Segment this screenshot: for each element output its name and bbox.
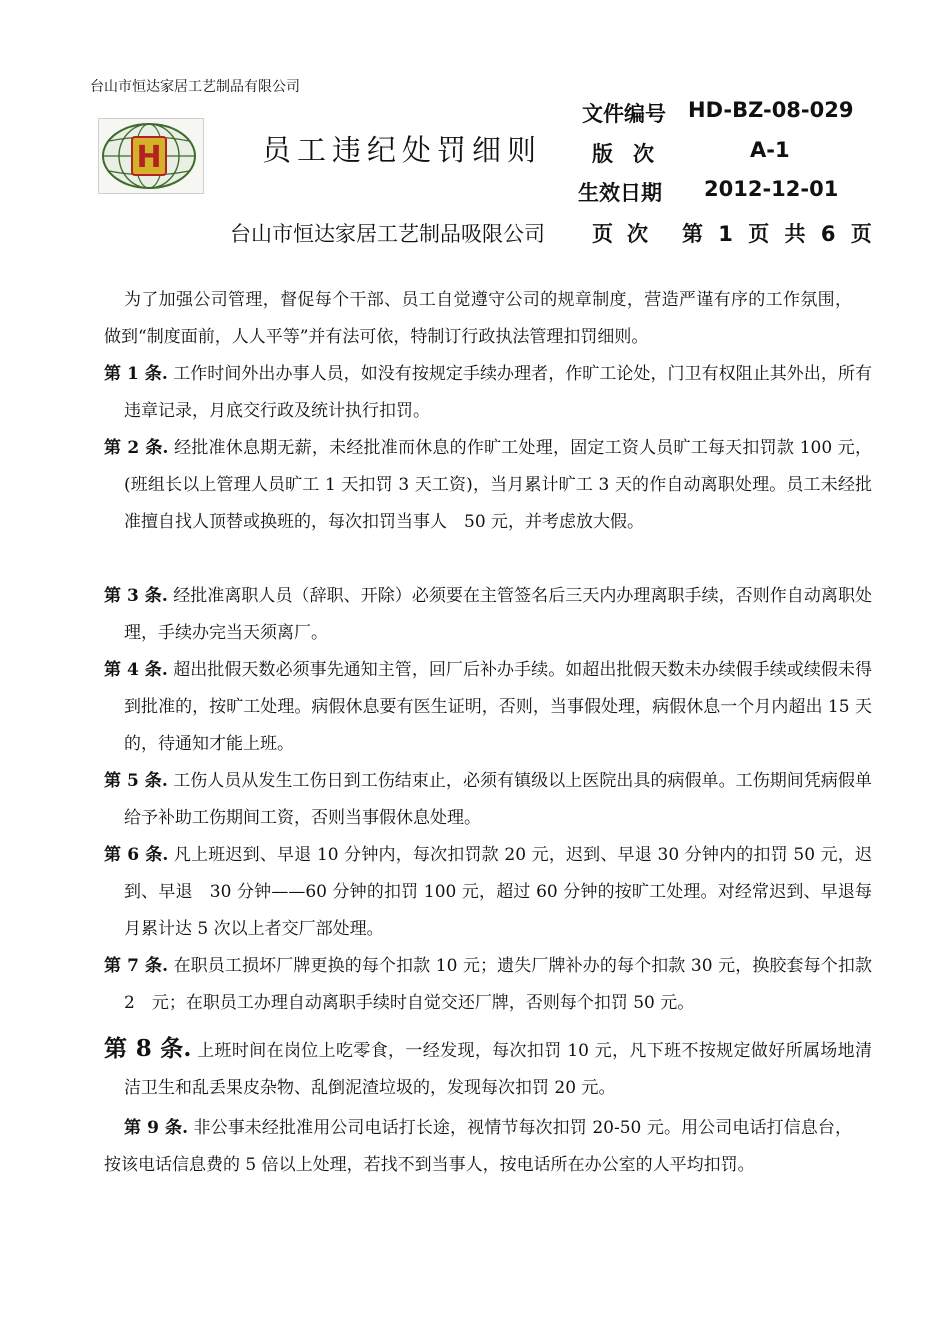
- article-text: 经批准休息期无薪，未经批准而休息的作旷工处理，固定工资人员旷工每天扣罚款 100 元，(班组长以上管理人员旷工 1 天扣罚 3 天工资)，当月累计旷工 3 天的作自动离职处理。员工未经批准擅自找人顶替或换班的，每次扣罚当事人 50 元，并考虑放大假。: [124, 438, 872, 532]
- article-2: [104, 430, 872, 541]
- article-5: [104, 763, 872, 837]
- article-text: 超出批假天数必须事先通知主管，回厂后补办手续。如超出批假天数未办续假手续或续假未得到批准的，按旷工处理。病假休息要有医生证明，否则，当事假处理，病假休息一个月内超出 15 天的，待通知才能上班。: [124, 660, 872, 754]
- doc-number-value: HD-BZ-08-029: [688, 98, 854, 122]
- document-title: 员工违纪处罚细则: [262, 133, 543, 167]
- page-value: 第 1 页 共 6 页: [682, 222, 876, 246]
- article-text: 经批准离职人员（辞职、开除）必须要在主管签名后三天内办理离职手续，否则作自动离职处理，手续办完当天须离厂。: [124, 586, 872, 643]
- article-4: [104, 652, 872, 763]
- article-number: 第 3 条.: [104, 586, 168, 606]
- article-text: 非公事未经批准用公司电话打长途，视情节每次扣罚 20-50 元。用公司电话打信息台，按该电话信息费的 5 倍以上处理，若找不到当事人，按电话所在办公室的人平均扣罚。: [104, 1118, 852, 1175]
- effective-date-value: 2012-12-01: [704, 177, 839, 201]
- version-value: A-1: [750, 138, 790, 162]
- effective-date-label: 生效日期: [578, 181, 662, 205]
- company-logo: [98, 118, 204, 194]
- article-number: 第 9 条.: [124, 1118, 188, 1138]
- article-number: 第 8 条.: [104, 1035, 192, 1062]
- article-text: 在职员工损坏厂牌更换的每个扣款 10 元；遗失厂牌补办的每个扣款 30 元，换胶套每个扣款 2 元；在职员工办理自动离职手续时自觉交还厂牌，否则每个扣罚 50 元。: [124, 956, 872, 1013]
- article-3: [104, 578, 872, 652]
- article-number: 第 5 条.: [104, 771, 168, 791]
- article-7: [104, 948, 872, 1022]
- company-name-line: 台山市恒达家居工艺制品吸限公司: [230, 222, 545, 246]
- article-number: 第 6 条.: [104, 845, 169, 865]
- logo-letter: H: [136, 140, 162, 175]
- version-label: 版次: [592, 142, 674, 166]
- globe-logo-icon: [99, 119, 203, 193]
- article-1: [104, 356, 872, 430]
- article-9: [104, 1110, 852, 1184]
- article-number: 第 7 条.: [104, 956, 169, 976]
- article-number: 第 4 条.: [104, 660, 168, 680]
- article-number: 第 1 条.: [104, 364, 168, 384]
- article-text: 工伤人员从发生工伤日到工伤结束止，必须有镇级以上医院出具的病假单。工伤期间凭病假单给予补助工伤期间工资，否则当事假休息处理。: [124, 771, 872, 828]
- doc-number-label: 文件编号: [582, 102, 666, 126]
- company-name-small: 台山市恒达家居工艺制品有限公司: [90, 79, 300, 95]
- intro-paragraph: 为了加强公司管理，督促每个干部、员工自觉遵守公司的规章制度，营造严谨有序的工作氛围，做到“制度面前，人人平等”并有法可依，特制订行政执法管理扣罚细则。: [104, 290, 852, 347]
- article-8: [104, 1030, 872, 1107]
- article-text: 上班时间在岗位上吃零食，一经发现，每次扣罚 10 元，凡下班不按规定做好所属场地清洁卫生和乱丢果皮杂物、乱倒泥渣垃圾的，发现每次扣罚 20 元。: [124, 1041, 872, 1098]
- article-text: 工作时间外出办事人员，如没有按规定手续办理者，作旷工论处，门卫有权阻止其外出，所有违章记录，月底交行政及统计执行扣罚。: [124, 364, 872, 421]
- article-number: 第 2 条.: [104, 438, 169, 458]
- article-6: [104, 837, 872, 948]
- article-text: 凡上班迟到、早退 10 分钟内，每次扣罚款 20 元，迟到、早退 30 分钟内的扣罚 50 元，迟到、早退 30 分钟——60 分钟的扣罚 100 元，超过 60 分钟的按旷工处理。对经常迟到、早退每月累计达 5 次以上者交厂部处理。: [124, 845, 872, 939]
- page-label: 页次: [592, 222, 662, 246]
